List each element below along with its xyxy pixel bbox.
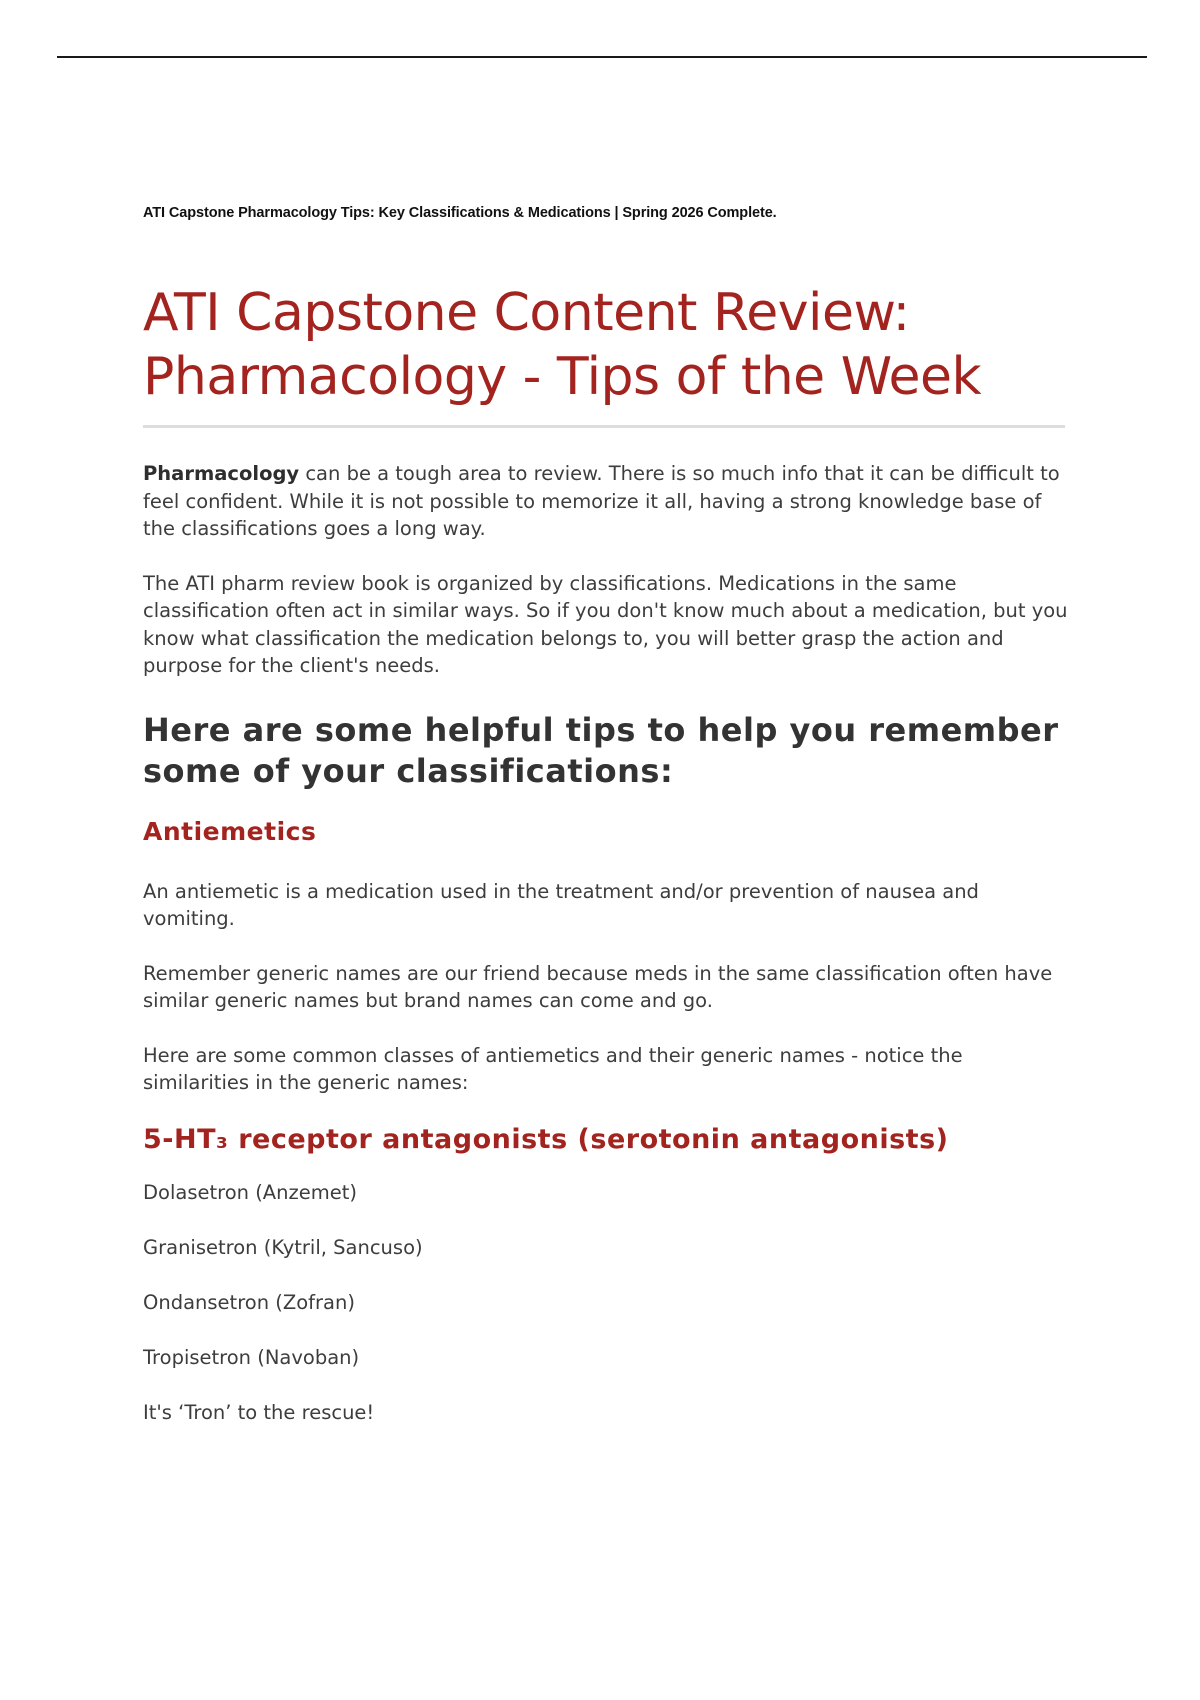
list-item: Granisetron (Kytril, Sancuso) <box>143 1235 423 1259</box>
serotonin-antagonists-heading: 5-HT₃ receptor antagonists (serotonin antagonists) <box>143 1123 949 1155</box>
mnemonic-tagline: It's ‘Tron’ to the rescue! <box>143 1400 375 1424</box>
list-item: Dolasetron (Anzemet) <box>143 1180 357 1204</box>
list-item: Ondansetron (Zofran) <box>143 1290 355 1314</box>
antiemetics-heading: Antiemetics <box>143 816 317 846</box>
intro-bold-lead: Pharmacology <box>143 462 300 485</box>
medication-list <box>143 1179 1073 1371</box>
common-classes-intro: Here are some common classes of antiemetics and their generic names - notice the similarities in the generic names: <box>143 1043 963 1094</box>
antiemetic-definition: An antiemetic is a medication used in the treatment and/or prevention of nausea and vomiting. <box>143 879 979 930</box>
list-item: Tropisetron (Navoban) <box>143 1345 360 1369</box>
document-content <box>143 205 1073 1426</box>
tips-heading: Here are some helpful tips to help you remember some of your classifications: <box>143 710 1059 790</box>
generic-names-tip: Remember generic names are our friend because meds in the same classification often have similar generic names but brand names can come and go. <box>143 961 1053 1012</box>
top-rule <box>57 56 1147 58</box>
classification-paragraph: The ATI pharm review book is organized by classifications. Medications in the same classification often act in similar ways. So if you don't know much about a medication, but you know what classification the medication belongs to, you will better grasp the action and purpose for the client's needs. <box>143 571 1068 677</box>
intro-paragraph <box>143 460 1073 543</box>
page-title: ATI Capstone Content Review: Pharmacology - Tips of the Week <box>143 283 982 407</box>
intro-text: can be a tough area to review. There is so much info that it can be difficult to feel confident. While it is not possible to memorize it all, having a strong knowledge base of the classifications goes a long way. <box>143 462 1060 540</box>
document-header: ATI Capstone Pharmacology Tips: Key Classifications & Medications | Spring 2026 Complete. <box>143 205 777 221</box>
title-divider <box>143 425 1065 428</box>
